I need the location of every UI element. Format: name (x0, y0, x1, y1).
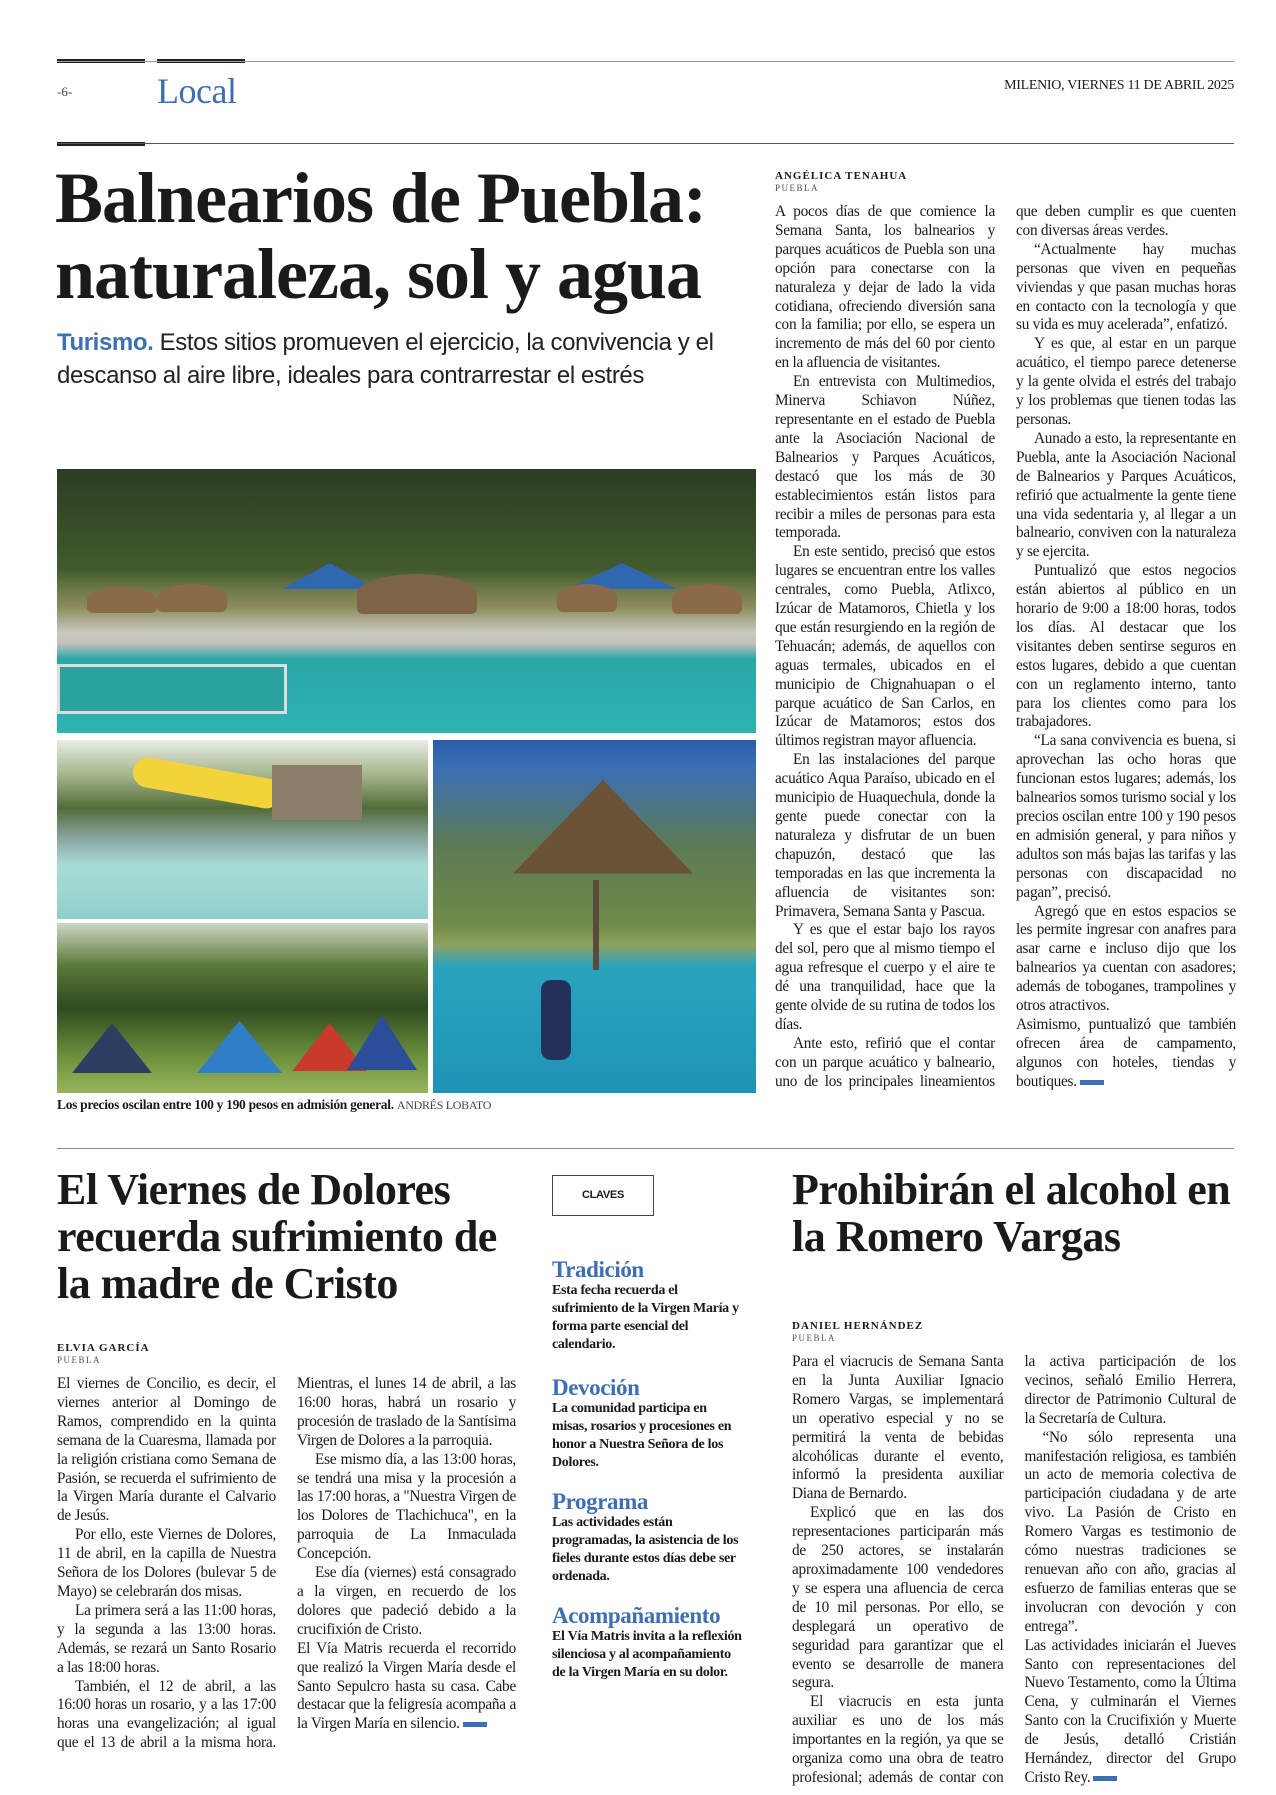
paragraph: Puntualizó que estos negocios están abiertos al público en un horario de 9:00 a 18:00 horas, todos los días. Al destacar que los visitantes deben sentirse seguros en estos lugares, debido a que cuentan con un reglamento interno, tanto para los clientes como para los trabajadores. (1016, 562, 1236, 731)
page-number: -6- (57, 84, 73, 99)
paragraph: El Vía Matris recuerda el recorrido que realizó la Virgen María desde el Santo Sepulcro hasta su casa. Cabe destacar que la feligresía acompaña a la Virgen María en silencio. (297, 1639, 516, 1733)
photo-woman-pool-ladder (433, 740, 756, 1093)
clave-title: Tradición (552, 1257, 644, 1282)
clave-item (552, 1376, 742, 1472)
article-columns (775, 203, 1236, 1092)
paragraph: En este sentido, precisó que estos lugares se encuentran entre los valles centrales, como Puebla, Atlixco, Izúcar de Matamoros, Chietla y los que están resurgiendo en la región de Tehuacán; además, de aquellos con aguas termales, ubicados en el municipio de Chignahuapan o el parque acuático de San Carlos, en Izúcar de Matamoros; estos dos últimos registran mayor afluencia. (775, 543, 995, 750)
paragraph: En entrevista con Multimedios, Minerva Schiavon Núñez, representante en el estado de Puebla ante la Asociación Nacional de Balnearios y Parques Acuáticos, destacó que los más de 30 establecimientos están listos para recibir a miles de personas para esta temporada. (775, 373, 995, 542)
main-article-body (775, 170, 1236, 1092)
paragraph: Ante esto, refirió que el contar con un parque acuático y balneario, uno de los principales lineamientos que deben cumplir es que cuenten con diversas áreas verdes. (775, 203, 1236, 1090)
photo-water-slide (57, 740, 428, 919)
dolores-article-body (57, 1342, 516, 1753)
photo-caption (57, 1097, 491, 1113)
dateline: MILENIO, VIERNES 11 DE ABRIL 2025 (1004, 78, 1234, 93)
paragraph: Y es que, al estar en un parque acuático, el tiempo parece detenerse y la gente olvida el estrés del trabajo y los problemas que tienen todas las personas. (1016, 335, 1236, 428)
kicker: Turismo. (57, 329, 154, 356)
paragraph: Explicó que en las dos representaciones participarán más de 250 actores, se instalarán aproximadamente 100 vendedores y se espera una afluencia de cerca de 10 mil personas. Por ello, se desplegará un operativo de seguridad para garantizar que el evento se desarrolle de manera segura. (792, 1504, 1004, 1692)
clave-item (552, 1490, 742, 1586)
caption-text: Los precios oscilan entre 100 y 190 pesos en admisión general. (57, 1097, 394, 1112)
paragraph: Ese día (viernes) está consagrado a la virgen, en recuerdo de los dolores que padeció debido a la crucifixión de Cristo. (297, 1564, 516, 1638)
location: PUEBLA (775, 183, 820, 193)
section-title: Local (157, 71, 237, 111)
paragraph: El viernes de Concilio, es decir, el viernes anterior al Domingo de Ramos, comprendido en la quinta semana de la Cuaresma, llamada por la religión cristiana como Semana de Pasión, se recuerda el sufrimiento de la Virgen María durante el Calvario de Jesús. (57, 1375, 276, 1525)
location: PUEBLA (57, 1355, 102, 1365)
paragraph: Y es que el estar bajo los rayos del sol, pero que al mismo tiempo el agua refresque el cuerpo y el aire te dé una tranquilidad, hace que la gente olvide de su rutina de todos los días. (775, 921, 995, 1033)
author: DANIEL HERNÁNDEZ (792, 1320, 924, 1332)
paragraph: En las instalaciones del parque acuático Aqua Paraíso, ubicado en el municipio de Huaquechula, donde la gente puede conectar con la naturaleza y disfrutar de un buen chapuzón, destacó que las temporadas en las que incrementa la afluencia de visitantes son: Primavera, Semana Santa y Pascua. (775, 751, 995, 920)
paragraph: La primera será a las 11:00 horas, y la segunda a las 13:00 horas. Además, se rezará un Santo Rosario a las 18:00 horas. (57, 1601, 276, 1676)
clave-text: El Vía Matris invita a la reflexión silenciosa y al acompañamiento de la Virgen María en su dolor. (552, 1629, 742, 1680)
paragraph: El viacrucis en esta junta auxiliar es uno de los más importantes en la región, ya que se organiza como una obra de teatro profesional; además de contar con la activa participación de los vecinos, señaló Emilio Herrera, director de Patrimonio Cultural de la Secretaría de Cultura. (792, 1353, 1236, 1786)
photo-camping-tents (57, 923, 428, 1093)
header-rule (57, 61, 1234, 62)
location: PUEBLA (792, 1333, 837, 1343)
clave-text: Las actividades están programadas, la asistencia de los fieles durante estos días debe ser ordenada. (552, 1515, 739, 1584)
paragraph: También, el 12 de abril, a las 16:00 horas un rosario, y a las 17:00 horas una evangelización; al igual que el 13 de abril a la misma hora. Mientras, el lunes 14 de abril, a las 16:00 horas, habrá un rosario y procesión de traslado de la Santísima Virgen de Dolores a la parroquia. (57, 1375, 516, 1752)
article-columns (792, 1353, 1236, 1788)
paragraph: Asimismo, puntualizó que también ofrecen área de campamento, algunos con hoteles, tiendas y boutiques. (1016, 1015, 1236, 1090)
main-headline: Balnearios de Puebla: naturaleza, sol y agua (55, 158, 707, 314)
paragraph: “No sólo representa una manifestación religiosa, es también un acto de memoria colectiva de participación ciudadana y de arte vivo. La Pasión de Cristo en Romero Vargas es testimonio de cómo nuestras tradiciones se renuevan año con año, gracias al esfuerzo de familias enteras que se involucran con devoción y con entrega”. (1024, 1428, 1236, 1635)
paragraph: “La sana convivencia es buena, si aprovechan las ocho horas que funcionan estos lugares; además, los balnearios somos turismo social y los precios oscilan entre 100 y 190 pesos en admisión general, y para niños y adultos son más bajas las tarifas y las personas con discapacidad no pagan”, precisó. (1016, 732, 1236, 901)
alcohol-article-body (792, 1320, 1236, 1788)
author: ELVIA GARCÍA (57, 1342, 150, 1354)
byline (775, 170, 1236, 193)
dolores-headline: El Viernes de Dolores recuerda sufrimiento de la madre de Cristo (57, 1165, 497, 1308)
paragraph: Por ello, este Viernes de Dolores, 11 de abril, en la capilla de Nuestra Señora de los Dolores (bulevar 5 de Mayo) se celebrarán dos misas. (57, 1526, 276, 1600)
byline (57, 1342, 516, 1365)
article-columns (57, 1375, 516, 1753)
paragraph: Las actividades iniciarán el Jueves Santo con representaciones del Nuevo Testamento, como la Última Cena, y culminarán el Viernes Santo con la Crucifixión y Muerte de Jesús, detalló Cristián Hernández, director del Grupo Cristo Rey. (1024, 1636, 1236, 1786)
byline (792, 1320, 1236, 1343)
clave-title: Programa (552, 1489, 649, 1514)
clave-text: Esta fecha recuerda el sufrimiento de la Virgen María y forma parte esencial del calendario. (552, 1283, 739, 1352)
deck-text: Estos sitios promueven el ejercicio, la convivencia y el descanso al aire libre, ideales para contrarrestar el estrés (57, 329, 714, 389)
photo-credit: ANDRÉS LOBATO (396, 1098, 492, 1112)
paragraph: Aunado a esto, la representante en Puebla, ante la Asociación Nacional de Balnearios y Parques Acuáticos, refirió que actualmente la gente tiene una vida sedentaria y, al llegar a un balneario, conviven con la naturaleza y se ejercita. (1016, 429, 1236, 561)
paragraph: A pocos días de que comience la Semana Santa, los balnearios y parques acuáticos de Puebla son una opción para conectarse con la naturaleza y dejar de lado la vida cotidiana, ofreciendo diversión sana con la familia; por ello, se espera un incremento de más del 60 por ciento en la afluencia de visitantes. (775, 203, 995, 372)
alcohol-headline: Prohibirán el alcohol en la Romero Vargas (792, 1165, 1231, 1261)
main-deck (57, 326, 757, 392)
end-mark (463, 1722, 487, 1727)
author: ANGÉLICA TENAHUA (775, 170, 908, 182)
end-mark (1093, 1776, 1117, 1781)
paragraph: Para el viacrucis de Semana Santa en la Junta Auxiliar Ignacio Romero Vargas, se implementará un operativo especial y no se permitirá la venta de bebidas alcohólicas durante el evento, informó la presidenta auxiliar Diana de Bernardo. (792, 1353, 1004, 1503)
paragraph: Ese mismo día, a las 13:00 horas, se tendrá una misa y la procesión a las 17:00 horas, a "Nuestra Virgen de los Dolores de Tlachichuca", en la parroquia de La Inmaculada Concepción. (297, 1450, 516, 1563)
section-divider (57, 1148, 1234, 1149)
paragraph: Agregó que en estos espacios se les permite ingresar con anafres para asar carne e incluso dijo que los balnearios ya cuentan con asadores; además de toboganes, trampolines y otros atractivos. (1016, 902, 1236, 1015)
end-mark (1080, 1080, 1104, 1085)
clave-item (552, 1258, 742, 1354)
clave-title: Acompañamiento (552, 1603, 721, 1628)
clave-text: La comunidad participa en misas, rosarios y procesiones en honor a Nuestra Señora de los Dolores. (552, 1401, 732, 1470)
header-rule (57, 143, 1234, 144)
clave-item (552, 1604, 742, 1682)
clave-title: Devoción (552, 1375, 640, 1400)
photo-pool-palapas (57, 469, 756, 733)
paragraph: “Actualmente hay muchas personas que viven en pequeñas viviendas y que pasan muchas horas en contacto con la tecnología y que su vida es muy acelerada”, enfatizó. (1016, 240, 1236, 334)
claves-label: CLAVES (552, 1175, 654, 1216)
